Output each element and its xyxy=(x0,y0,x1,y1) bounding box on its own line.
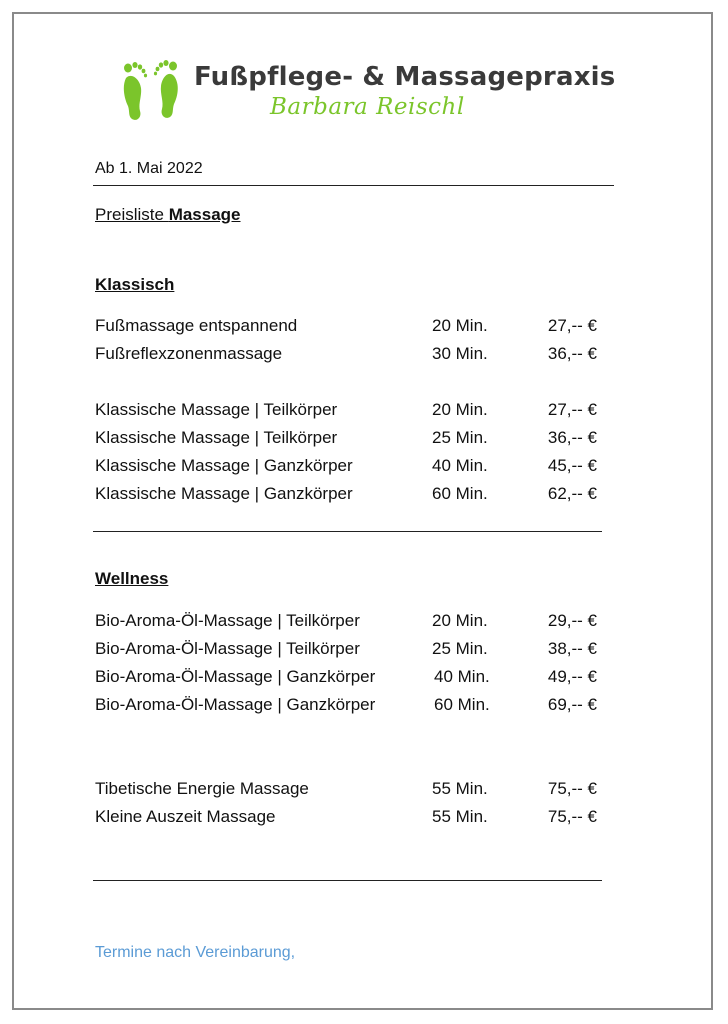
feet-icon xyxy=(118,56,184,122)
service-price: 29,-- € xyxy=(547,611,597,630)
service-price: 62,-- € xyxy=(547,484,597,503)
brand-name: Fußpflege- & Massagepraxis xyxy=(194,62,616,92)
service-price: 49,-- € xyxy=(547,667,597,686)
price-row xyxy=(95,316,615,340)
service-duration: 25 Min. xyxy=(432,639,488,658)
section-heading-wellness: Wellness xyxy=(95,569,169,588)
service-name: Fußmassage entspannend xyxy=(95,316,298,335)
price-row xyxy=(95,484,615,508)
service-name: Fußreflexzonenmassage xyxy=(95,344,283,363)
service-price: 27,-- € xyxy=(547,400,597,419)
service-name: Klassische Massage | Teilkörper xyxy=(95,428,338,447)
service-price: 27,-- € xyxy=(547,316,597,335)
service-name: Klassische Massage | Teilkörper xyxy=(95,400,338,419)
divider xyxy=(93,880,602,881)
service-duration: 60 Min. xyxy=(434,695,490,714)
service-duration: 60 Min. xyxy=(432,484,488,503)
divider xyxy=(93,531,602,532)
appointment-note: Termine nach Vereinbarung, xyxy=(95,944,296,961)
service-duration: 25 Min. xyxy=(432,428,488,447)
price-row xyxy=(95,695,615,719)
price-row xyxy=(95,611,615,635)
service-price: 36,-- € xyxy=(547,344,597,363)
service-price: 38,-- € xyxy=(547,639,597,658)
logo xyxy=(118,56,616,126)
owner-name: Barbara Reischl xyxy=(270,94,465,120)
service-name: Bio-Aroma-Öl-Massage | Ganzkörper xyxy=(95,667,376,686)
divider xyxy=(93,185,614,186)
price-row xyxy=(95,456,615,480)
service-price: 75,-- € xyxy=(547,779,597,798)
price-row xyxy=(95,779,615,803)
service-duration: 20 Min. xyxy=(432,316,488,335)
service-price: 45,-- € xyxy=(547,456,597,475)
price-row xyxy=(95,428,615,452)
service-duration: 40 Min. xyxy=(432,456,488,475)
service-name: Bio-Aroma-Öl-Massage | Teilkörper xyxy=(95,611,360,630)
section-heading-klassisch: Klassisch xyxy=(95,275,175,294)
service-duration: 55 Min. xyxy=(432,779,488,798)
service-name: Bio-Aroma-Öl-Massage | Ganzkörper xyxy=(95,695,376,714)
title-prefix: Preisliste xyxy=(95,205,169,224)
service-duration: 30 Min. xyxy=(432,344,488,363)
service-price: 75,-- € xyxy=(547,807,597,826)
valid-from-date: Ab 1. Mai 2022 xyxy=(95,160,203,177)
service-name: Kleine Auszeit Massage xyxy=(95,807,276,826)
price-list-title xyxy=(95,205,241,225)
service-price: 69,-- € xyxy=(547,695,597,714)
service-name: Klassische Massage | Ganzkörper xyxy=(95,484,353,503)
service-name: Tibetische Energie Massage xyxy=(95,779,309,798)
title-bold: Massage xyxy=(168,205,241,224)
service-name: Bio-Aroma-Öl-Massage | Teilkörper xyxy=(95,639,360,658)
service-duration: 20 Min. xyxy=(432,400,488,419)
price-row xyxy=(95,400,615,424)
price-row xyxy=(95,667,615,691)
service-name: Klassische Massage | Ganzkörper xyxy=(95,456,353,475)
price-row xyxy=(95,639,615,663)
service-price: 36,-- € xyxy=(547,428,597,447)
price-row xyxy=(95,344,615,368)
price-row xyxy=(95,807,615,831)
service-duration: 40 Min. xyxy=(434,667,490,686)
service-duration: 20 Min. xyxy=(432,611,488,630)
service-duration: 55 Min. xyxy=(432,807,488,826)
